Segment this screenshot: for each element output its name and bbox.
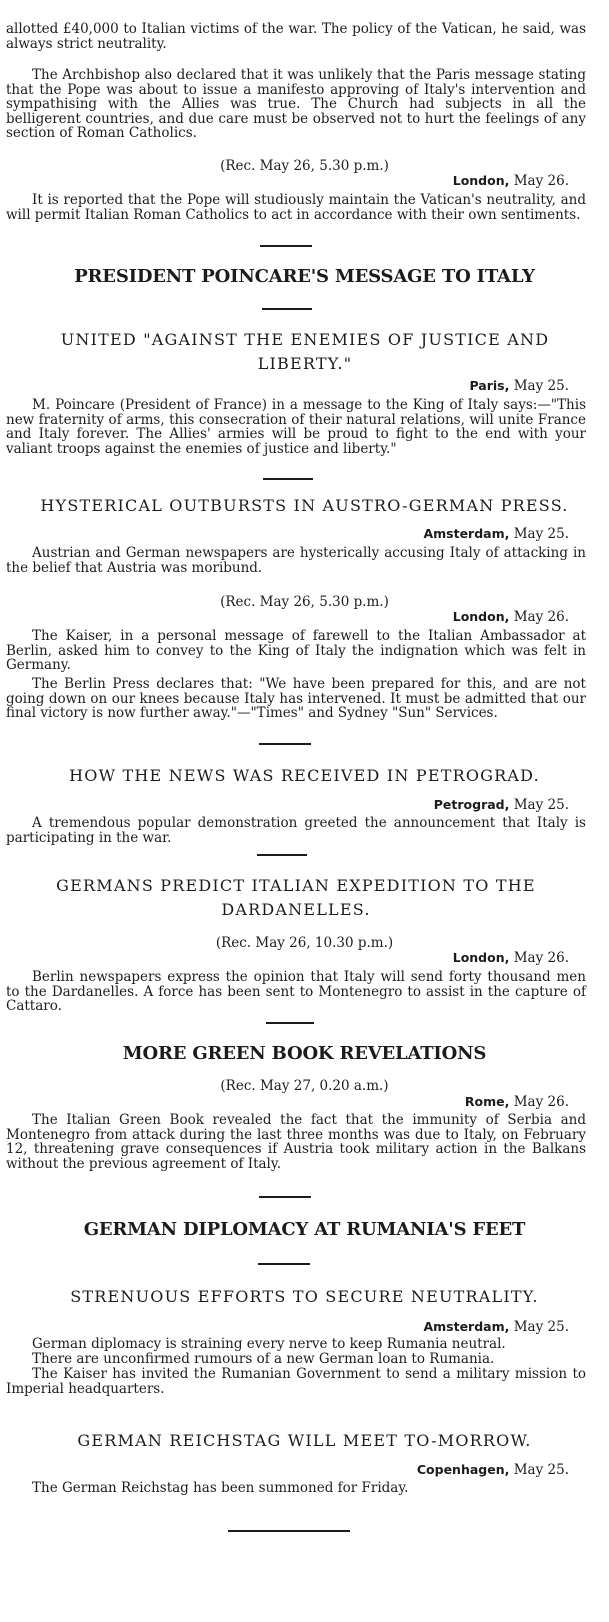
dateline <box>453 950 569 966</box>
dateline-place: Petrograd, <box>433 797 510 812</box>
dateline <box>453 609 569 625</box>
hysterical-paragraph-2: The Kaiser, in a personal message of farewell to the Italian Ambassador at Berlin, asked him to convey to the King of Italy the indignation which was felt in Germany. <box>6 628 586 674</box>
section-rule <box>263 478 313 480</box>
rumania-paragraph-2: There are unconfirmed rumours of a new German loan to Rumania. <box>32 1351 495 1367</box>
section-subheading: STRENUOUS EFFORTS TO SECURE NEUTRALITY. <box>70 1287 539 1306</box>
dateline-place: London, <box>452 950 510 965</box>
section-rule <box>266 1022 314 1024</box>
dateline-place: Rome, <box>464 1094 510 1109</box>
dateline-date: May 26. <box>513 950 569 966</box>
dateline-place: Amsterdam, <box>423 1319 510 1334</box>
intro-paragraph-3: It is reported that the Pope will studiously maintain the Vatican's neutrality, and will permit Italian Roman Catholics to act in accordance with their own sentiments. <box>6 192 586 223</box>
poincare-paragraph: M. Poincare (President of France) in a message to the King of Italy says:—"This new fraternity of arms, this consecration of their natural relations, will unite France and Italy forever. The Allies' armies will be proud to fight to the end with your valiant troops against the enemies of justice and liberty." <box>6 397 586 457</box>
section-heading: GERMANS PREDICT ITALIAN EXPEDITION TO THE DARDANELLES. <box>56 876 536 919</box>
section-rule <box>260 245 312 247</box>
dateline <box>423 526 569 542</box>
dateline-date: May 25. <box>513 1462 569 1478</box>
petrograd-paragraph: A tremendous popular demonstration greeted the announcement that Italy is participating in the war. <box>6 815 586 846</box>
dateline-place: London, <box>452 173 510 188</box>
section-rule <box>259 743 311 745</box>
received-note: (Rec. May 26, 5.30 p.m.) <box>220 158 389 174</box>
hysterical-paragraph-3: The Berlin Press declares that: "We have been prepared for this, and are not going down on our knees because Italy has intervened. It must be admitted that our final victory is now further away."—"Times" and Sydney "Sun" Services. <box>6 676 586 722</box>
rumania-paragraph-1: German diplomacy is straining every nerve to keep Rumania neutral. <box>32 1336 506 1352</box>
section-heading: HOW THE NEWS WAS RECEIVED IN PETROGRAD. <box>69 766 540 785</box>
dardanelles-paragraph: Berlin newspapers express the opinion that Italy will send forty thousand men to the Dardanelles. A force has been sent to Montenegro to assist in the capture of Cattaro. <box>6 969 586 1015</box>
dateline <box>434 797 569 813</box>
section-heading: GERMAN REICHSTAG WILL MEET TO-MORROW. <box>77 1431 532 1450</box>
rumania-paragraph-3: The Kaiser has invited the Rumanian Government to send a military mission to Imperial headquarters. <box>6 1366 586 1397</box>
hysterical-paragraph-1: Austrian and German newspapers are hysterically accusing Italy of attacking in the belief that Austria was moribund. <box>6 545 586 576</box>
section-rule <box>259 1196 311 1198</box>
dateline-date: May 26. <box>513 173 569 189</box>
dateline-place: London, <box>452 609 510 624</box>
heading-rule <box>258 1263 310 1265</box>
received-note: (Rec. May 26, 10.30 p.m.) <box>215 935 394 951</box>
section-heading: PRESIDENT POINCARE'S MESSAGE TO ITALY <box>74 266 535 287</box>
reichstag-paragraph: The German Reichstag has been summoned for Friday. <box>32 1480 409 1496</box>
greenbook-paragraph: The Italian Green Book revealed the fact that the immunity of Serbia and Montenegro from attack during the last three months was due to Italy, on February 12, threatening grave consequences if Austria took military action in the Balkans without the previous agreement of Italy. <box>6 1112 586 1172</box>
received-note: (Rec. May 26, 5.30 p.m.) <box>220 594 389 610</box>
dateline <box>453 173 569 189</box>
dateline <box>417 1462 569 1478</box>
section-rule <box>257 854 307 856</box>
dateline-place: Copenhagen, <box>416 1462 510 1477</box>
end-rule <box>228 1530 350 1532</box>
received-note: (Rec. May 27, 0.20 a.m.) <box>220 1078 389 1094</box>
dateline-date: May 25. <box>513 797 569 813</box>
dateline-date: May 25. <box>513 378 569 394</box>
intro-paragraph-1: allotted £40,000 to Italian victims of the war. The policy of the Vatican, he said, was always strict neutrality. <box>6 21 586 52</box>
dateline-place: Paris, <box>469 378 510 393</box>
dateline <box>423 1319 569 1335</box>
section-heading: GERMAN DIPLOMACY AT RUMANIA'S FEET <box>83 1219 526 1240</box>
section-subheading: UNITED "AGAINST THE ENEMIES OF JUSTICE AND LIBERTY." <box>60 330 550 373</box>
dateline <box>469 378 569 394</box>
dateline <box>465 1094 569 1110</box>
dateline-date: May 26. <box>513 1094 569 1110</box>
section-heading: HYSTERICAL OUTBURSTS IN AUSTRO-GERMAN PRESS. <box>40 496 569 515</box>
dateline-date: May 25. <box>513 1319 569 1335</box>
section-heading: MORE GREEN BOOK REVELATIONS <box>122 1043 487 1064</box>
dateline-date: May 26. <box>513 609 569 625</box>
dateline-date: May 25. <box>513 526 569 542</box>
intro-paragraph-2: The Archbishop also declared that it was unlikely that the Paris message stating that the Pope was about to issue a manifesto approving of Italy's intervention and sympathising with the Allies was true. The Church had subjects in all the belligerent countries, and due care must be observed not to hurt the feelings of any section of Roman Catholics. <box>6 67 586 142</box>
heading-rule <box>262 308 312 310</box>
dateline-place: Amsterdam, <box>423 526 510 541</box>
